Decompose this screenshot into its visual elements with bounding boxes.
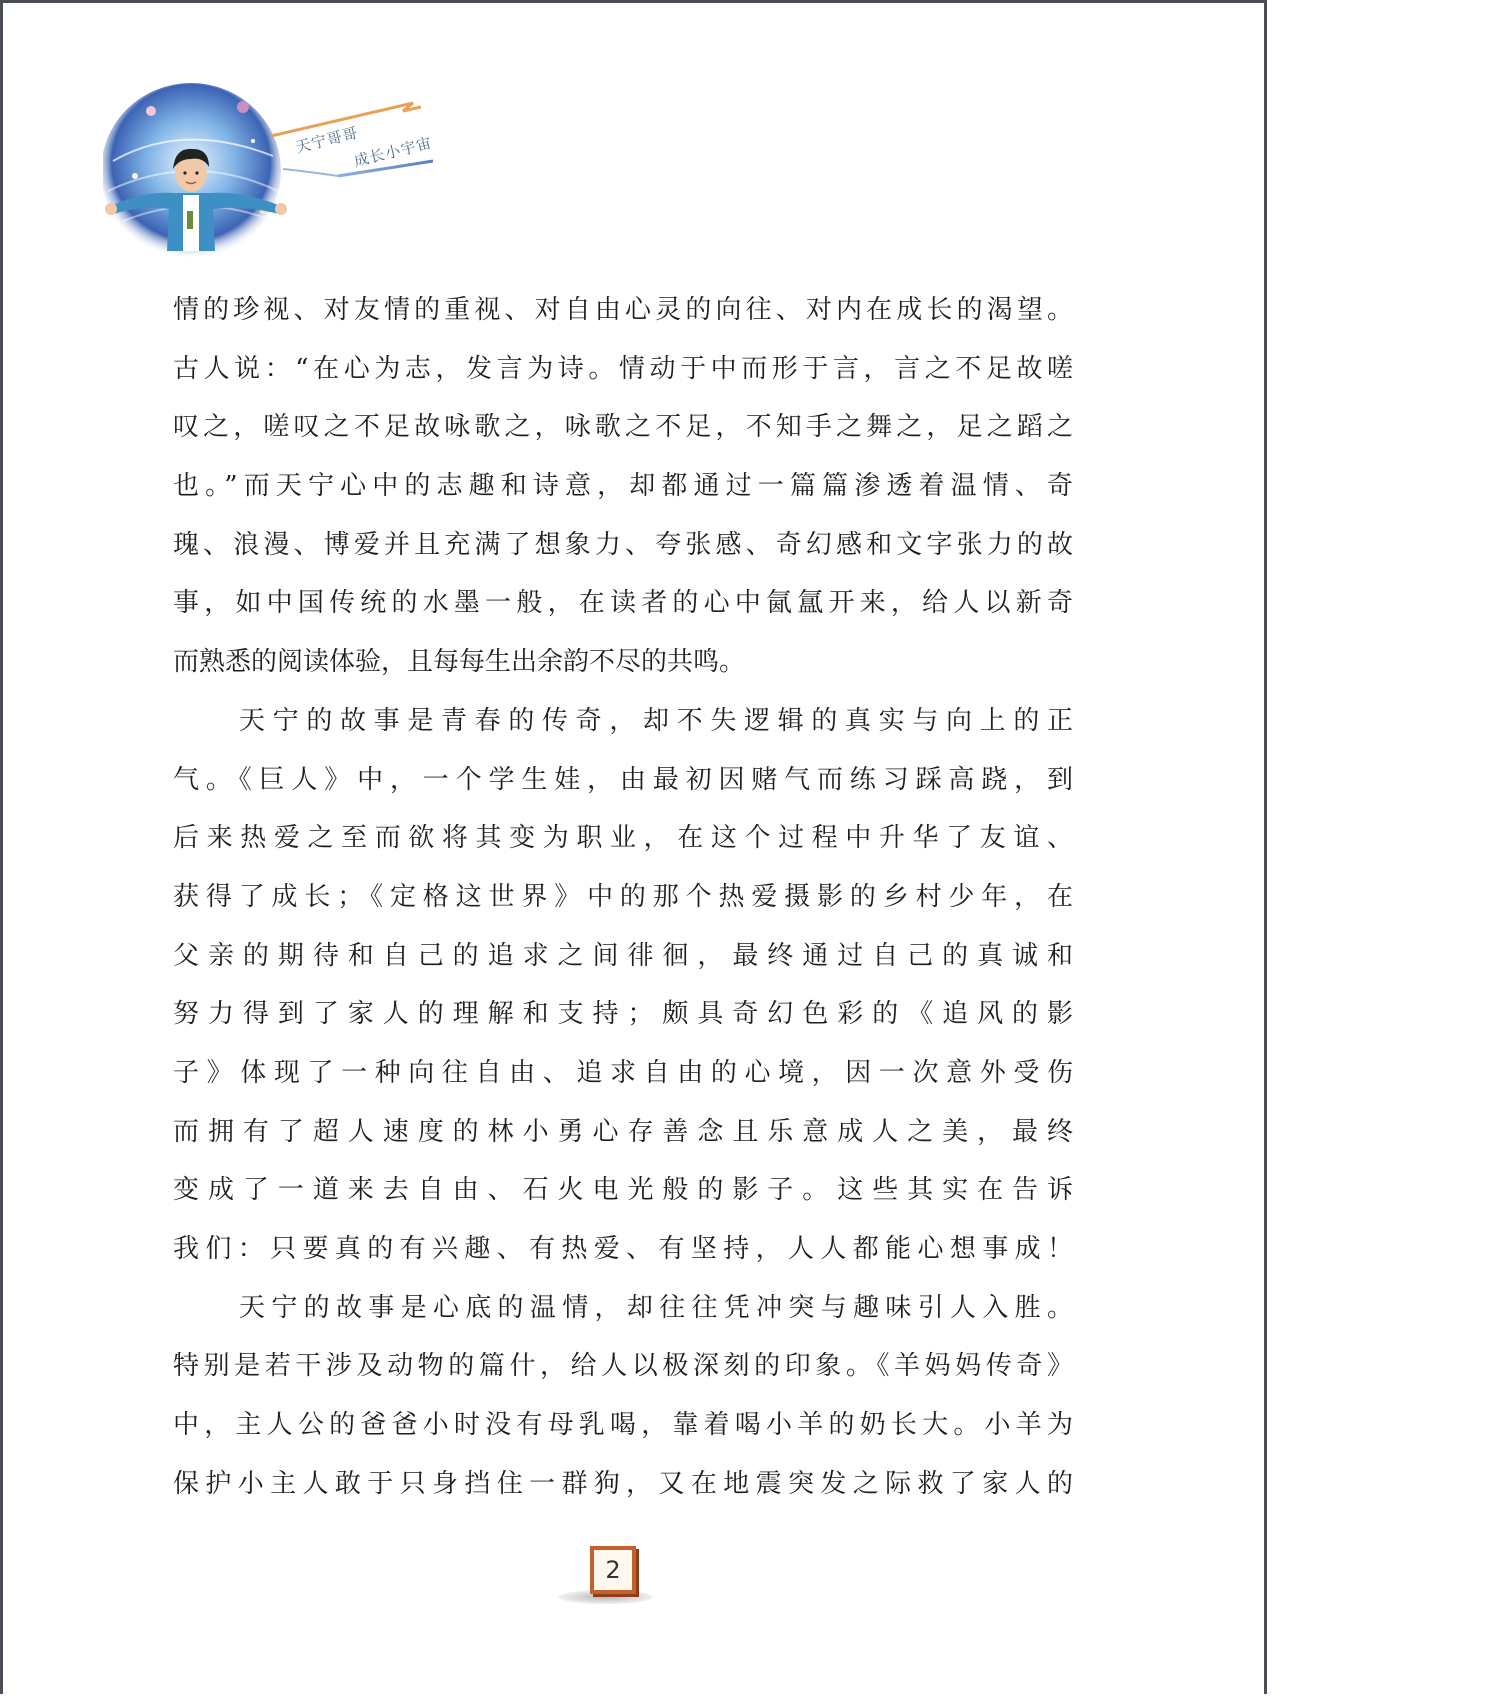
text-line: 父亲的期待和自己的追求之间徘徊，最终通过自己的真诚和 <box>173 940 1073 971</box>
planet-icon <box>237 101 249 113</box>
text-line: 天宁的故事是青春的传奇，却不失逻辑的真实与向上的正 <box>239 705 1073 736</box>
header-illustration <box>103 81 463 271</box>
header-title-line-1: 天宁哥哥 <box>293 123 361 157</box>
text-line: 古人说：“在心为志，发言为诗。情动于中而形于言，言之不足故嗟 <box>173 353 1073 384</box>
text-line: 保护小主人敢于只身挡住一群狗，又在地震突发之际救了家人的 <box>173 1468 1073 1499</box>
text-line: 子》体现了一种向往自由、追求自由的心境，因一次意外受伤 <box>173 1057 1073 1088</box>
text-line: 叹之，嗟叹之不足故咏歌之，咏歌之不足，不知手之舞之，足之蹈之 <box>173 412 1073 443</box>
header-title-line-2: 成长小宇宙 <box>352 133 435 171</box>
text-line: 特别是若干涉及动物的篇什，给人以极深刻的印象。《羊妈妈传奇》 <box>173 1351 1073 1382</box>
planet-icon <box>146 106 156 116</box>
text-line: 气。《巨人》中，一个学生娃，由最初因赌气而练习踩高跷，到 <box>173 764 1073 795</box>
cosmic-boy-illustration <box>103 81 463 271</box>
text-line: 事，如中国传统的水墨一般，在读者的心中氤氲开来，给人以新奇 <box>173 588 1073 619</box>
text-line: 后来热爱之至而欲将其变为职业，在这个过程中升华了友谊、 <box>173 823 1073 854</box>
text-line: 我们：只要真的有兴趣、有热爱、有坚持，人人都能心想事成！ <box>173 1234 1073 1264</box>
text-line: 变成了一道来去自由、石火电光般的影子。这些其实在告诉 <box>173 1175 1073 1206</box>
body-text <box>173 281 1073 1513</box>
text-line: 也。”而天宁心中的志趣和诗意，却都通过一篇篇渗透着温情、奇 <box>173 471 1073 502</box>
text-line: 而拥有了超人速度的林小勇心存善念且乐意成人之美，最终 <box>173 1116 1073 1147</box>
page-number-badge <box>558 1544 653 1614</box>
text-line: 而熟悉的阅读体验，且每每生出余韵不尽的共鸣。 <box>173 647 746 678</box>
text-line: 天宁的故事是心底的温情，却往往凭冲突与趣味引人入胜。 <box>239 1292 1073 1323</box>
text-line: 努力得到了家人的理解和支持；颇具奇幻色彩的《追风的影 <box>173 999 1073 1030</box>
page-number: 2 <box>590 1546 636 1594</box>
text-line: 获得了成长；《定格这世界》中的那个热爱摄影的乡村少年，在 <box>173 881 1073 912</box>
text-line: 瑰、浪漫、博爱并且充满了想象力、夸张感、奇幻感和文字张力的故 <box>173 529 1073 560</box>
text-line: 情的珍视、对友情的重视、对自由心灵的向往、对内在成长的渴望。 <box>173 295 1073 325</box>
text-line: 中，主人公的爸爸小时没有母乳喝，靠着喝小羊的奶长大。小羊为 <box>173 1410 1073 1441</box>
